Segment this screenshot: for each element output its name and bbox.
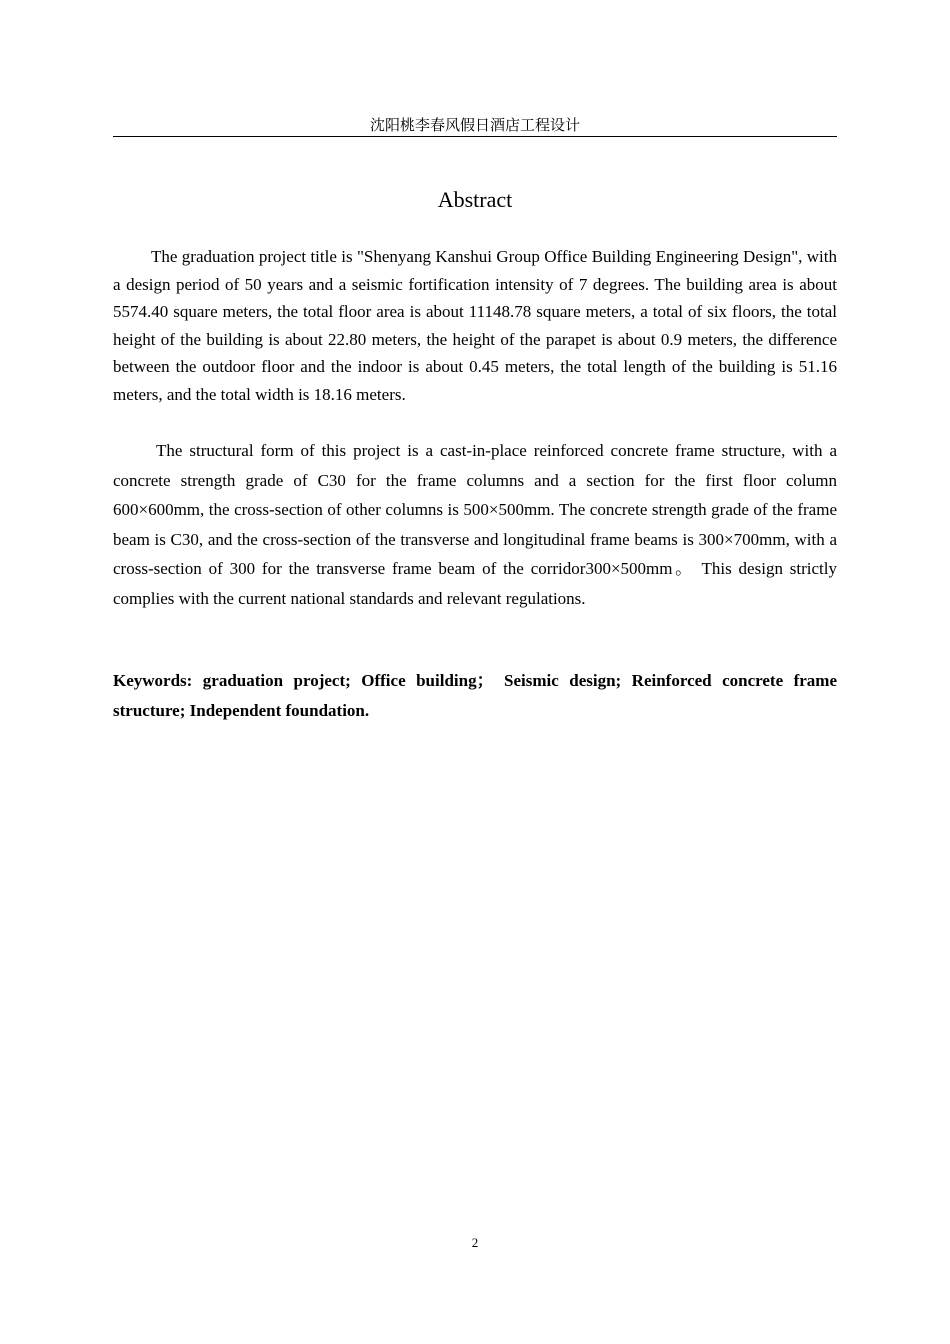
header-rule bbox=[113, 136, 837, 137]
abstract-title: Abstract bbox=[437, 187, 513, 212]
abstract-paragraph-1: The graduation project title is "Shenyang Kanshui Group Office Building Engineering Design", with a design period of 50 years and a seismic fortification intensity of 7 degrees. The building area is about 5574.40 square meters, the total floor area is about 11148.78 square meters, a total of six floors, the total height of the building is about 22.80 meters, the height of the parapet is about 0.9 meters, the difference between the outdoor floor and the indoor is about 0.45 meters, the total length of the building is 51.16 meters, and the total width is 18.16 meters. bbox=[113, 247, 837, 404]
abstract-paragraph-2: The structural form of this project is a cast-in-place reinforced concrete frame structure, with a concrete strength grade of C30 for the frame columns and a section for the first floor column 600×600mm, the cross-section of other columns is 500×500mm. The concrete strength grade of the frame beam is C30, and the cross-section of the transverse and longitudinal frame beams is 300×700mm, with a cross-section of 300 for the transverse frame beam of the corridor300×500mm。 This design strictly complies with the current national standards and relevant regulations. bbox=[113, 441, 837, 608]
page-number: 2 bbox=[471, 1235, 479, 1250]
running-header: 沈阳桃李春风假日酒店工程设计 bbox=[369, 116, 580, 134]
keywords: Keywords: graduation project; Office building； Seismic design; Reinforced concrete frame structure; Independent foundation. bbox=[113, 671, 837, 720]
